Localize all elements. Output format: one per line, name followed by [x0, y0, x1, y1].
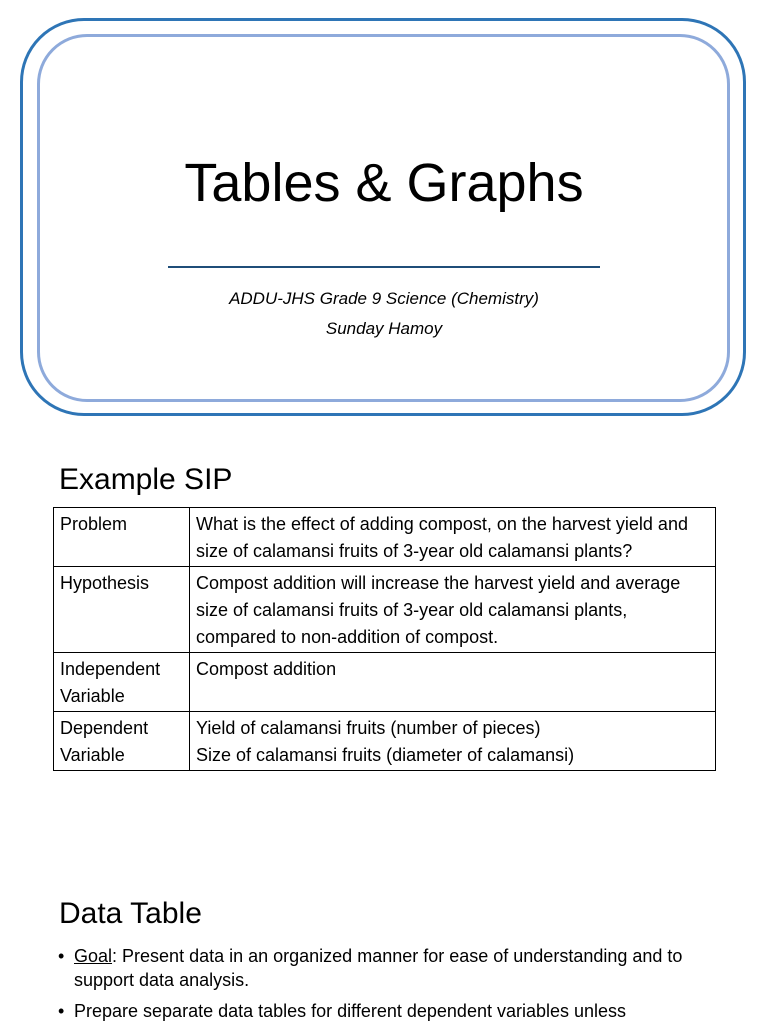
title-divider — [168, 266, 600, 268]
title-slide — [0, 0, 768, 432]
subtitle-course: ADDU-JHS Grade 9 Science (Chemistry) — [229, 289, 539, 308]
prepare-text: Prepare separate data tables for different dependent variables unless — [74, 1001, 627, 1021]
bullet-icon: • — [58, 1001, 65, 1021]
goal-term: Goal — [74, 946, 113, 966]
goal-text: : Present data in an organized manner for ease of understanding and to support data analysis. — [74, 946, 683, 990]
row-text-problem: What is the effect of adding compost, on the harvest yield and size of calamansi fruits of 3-year old calamansi plants? — [190, 508, 716, 567]
row-text-independent: Compost addition — [190, 653, 716, 712]
dependent-line-yield: Yield of calamansi fruits (number of pieces) — [196, 718, 541, 738]
row-label-independent: Independent Variable — [54, 653, 190, 712]
list-item — [58, 999, 738, 1023]
row-text-dependent — [190, 712, 716, 771]
inner-frame — [37, 34, 730, 402]
row-label-dependent: Dependent Variable — [54, 712, 190, 771]
bullet-list — [58, 944, 738, 1024]
table-row — [54, 567, 716, 653]
subtitle-author: Sunday Hamoy — [325, 319, 443, 338]
sip-table — [53, 507, 716, 771]
table-row — [54, 508, 716, 567]
sip-heading: Example SIP — [59, 463, 233, 496]
table-row — [54, 653, 716, 712]
data-table-heading: Data Table — [59, 897, 202, 930]
table-row — [54, 712, 716, 771]
bullet-icon: • — [58, 946, 65, 966]
list-item — [58, 944, 738, 992]
row-label-problem: Problem — [54, 508, 190, 567]
row-label-hypothesis: Hypothesis — [54, 567, 190, 653]
row-text-hypothesis: Compost addition will increase the harvest yield and average size of calamansi fruits of 3-year old calamansi plants, compared to non-addition of compost. — [190, 567, 716, 653]
dependent-line-size: Size of calamansi fruits (diameter of calamansi) — [196, 745, 575, 765]
slide-title: Tables & Graphs — [184, 153, 584, 213]
